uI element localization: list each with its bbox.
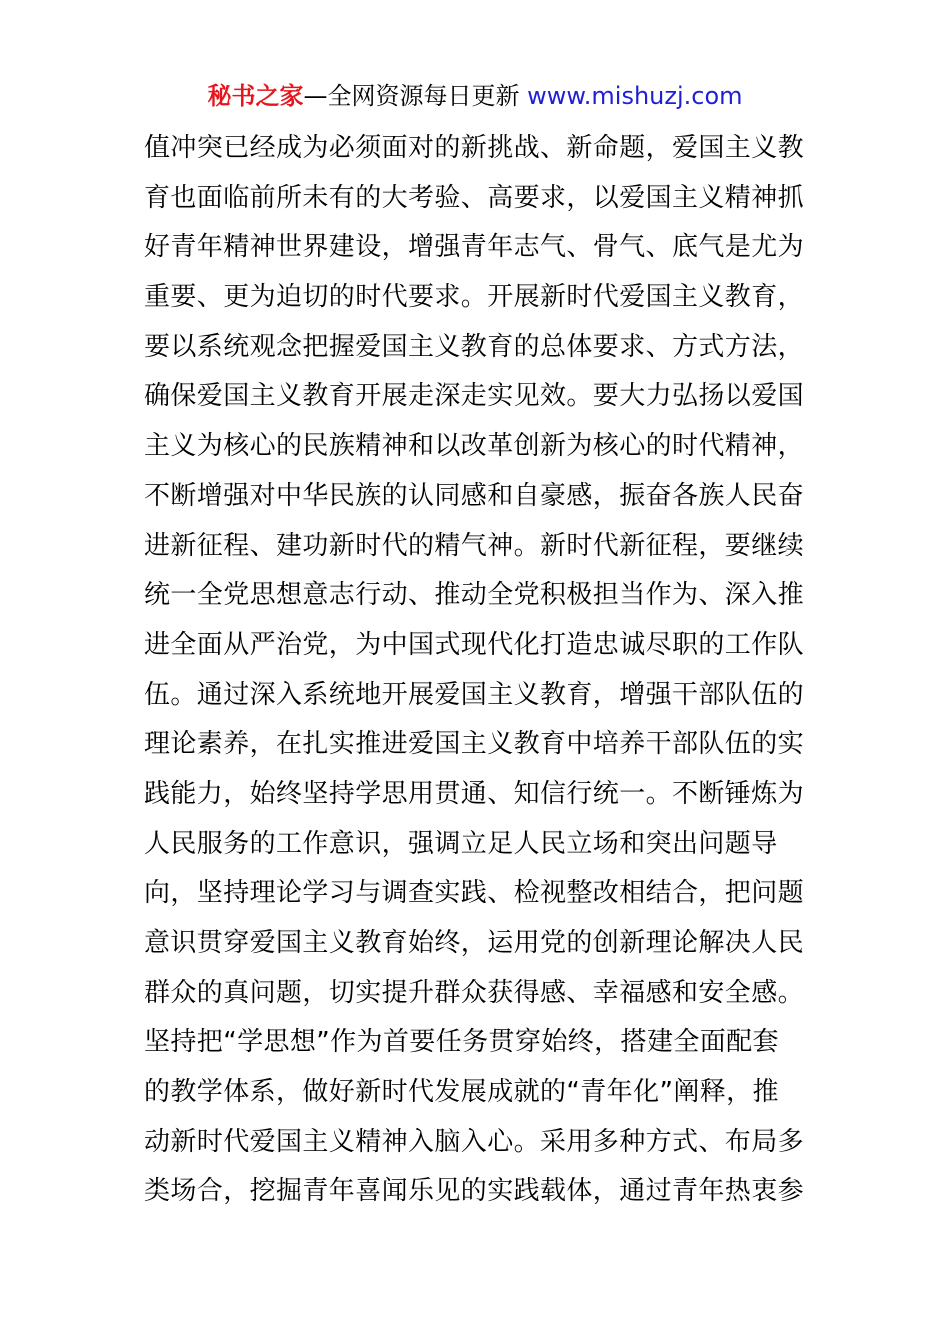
text-line: 的教学体系，做好新时代发展成就的“青年化”阐释，推 bbox=[144, 1077, 779, 1108]
text-line: 伍。通过深入系统地开展爱国主义教育，增强干部队伍的 bbox=[144, 679, 805, 710]
text-line: 理论素养，在扎实推进爱国主义教育中培养干部队伍的实 bbox=[144, 729, 805, 760]
text-line: 群众的真问题，切实提升群众获得感、幸福感和安全感。 bbox=[144, 977, 805, 1008]
text-line: 类场合，挖掘青年喜闻乐见的实践载体，通过青年热衷参 bbox=[144, 1176, 805, 1207]
text-line: 人民服务的工作意识，强调立足人民立场和突出问题导 bbox=[144, 828, 778, 859]
body-paragraph bbox=[144, 124, 814, 1217]
text-line: 进新征程、建功新时代的精气神。新时代新征程，要继续 bbox=[144, 530, 805, 561]
brand-name: 秘书之家 bbox=[207, 82, 304, 110]
text-line: 意识贯穿爱国主义教育始终，运用党的创新理论解决人民 bbox=[144, 928, 805, 958]
text-line: 统一全党思想意志行动、推动全党积极担当作为、深入推 bbox=[144, 580, 805, 611]
text-line: 确保爱国主义教育开展走深走实见效。要大力弘扬以爱国 bbox=[144, 381, 805, 412]
text-line: 不断增强对中华民族的认同感和自豪感，振奋各族人民奋 bbox=[144, 480, 805, 511]
text-line: 要以系统观念把握爱国主义教育的总体要求、方式方法， bbox=[144, 331, 805, 362]
text-line: 进全面从严治党，为中国式现代化打造忠诚尽职的工作队 bbox=[144, 629, 805, 660]
text-line: 值冲突已经成为必须面对的新挑战、新命题，爱国主义教 bbox=[144, 133, 805, 163]
text-line: 主义为核心的民族精神和以改革创新为核心的时代精神， bbox=[144, 431, 805, 462]
header-url-link[interactable]: www.mishuzj.com bbox=[527, 82, 743, 110]
text-line: 重要、更为迫切的时代要求。开展新时代爱国主义教育， bbox=[144, 282, 805, 313]
text-line: 向，坚持理论学习与调查实践、检视整改相结合，把问题 bbox=[144, 878, 805, 909]
page-header bbox=[0, 80, 950, 112]
text-line: 育也面临前所未有的大考验、高要求，以爱国主义精神抓 bbox=[144, 182, 805, 213]
text-line: 好青年精神世界建设，增强青年志气、骨气、底气是尤为 bbox=[144, 232, 805, 263]
text-line: 动新时代爱国主义精神入脑入心。采用多种方式、布局多 bbox=[144, 1126, 805, 1157]
header-tagline: —全网资源每日更新 bbox=[303, 82, 520, 110]
text-line: 践能力，始终坚持学思用贯通、知信行统一。不断锤炼为 bbox=[144, 778, 805, 809]
text-line: 坚持把“学思想”作为首要任务贯穿始终，搭建全面配套 bbox=[144, 1027, 779, 1058]
